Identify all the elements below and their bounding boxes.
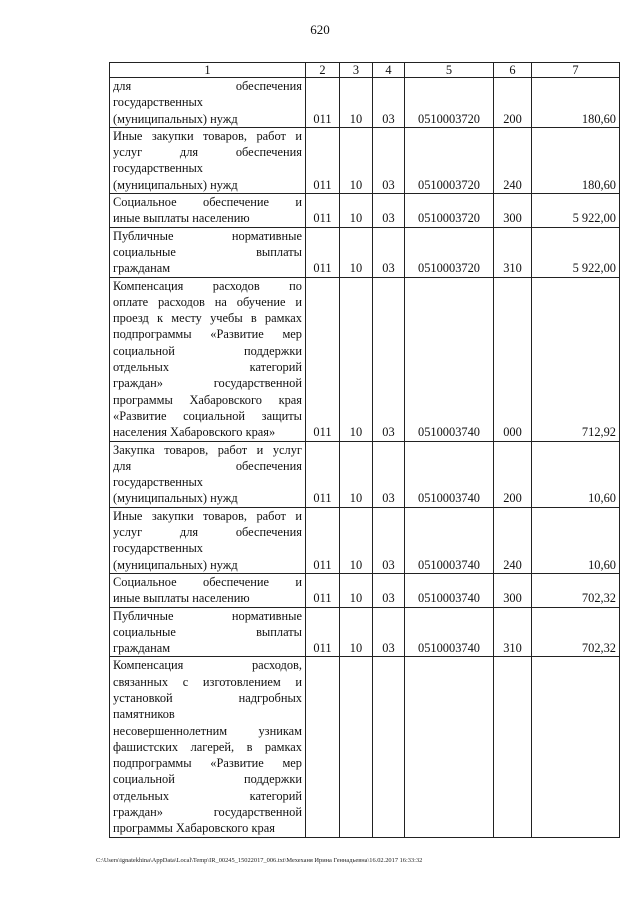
expense-type-cell: 300 bbox=[494, 194, 532, 228]
target-article-cell: 0510003740 bbox=[405, 441, 494, 507]
expense-type-cell: 240 bbox=[494, 507, 532, 573]
description-line: программы Хабаровского края bbox=[113, 821, 275, 836]
amount-cell: 702,32 bbox=[532, 607, 620, 657]
description-line: гражданам bbox=[113, 641, 171, 656]
table-row bbox=[110, 78, 620, 128]
table-row bbox=[110, 227, 620, 277]
amount-cell: 712,92 bbox=[532, 277, 620, 441]
expense-type-cell: 200 bbox=[494, 78, 532, 128]
table-row bbox=[110, 277, 620, 441]
target-article-cell: 0510003720 bbox=[405, 194, 494, 228]
amount-cell: 10,60 bbox=[532, 507, 620, 573]
code-admin-cell: 011 bbox=[306, 507, 340, 573]
expense-type-cell: 240 bbox=[494, 127, 532, 193]
expense-type-cell: 000 bbox=[494, 277, 532, 441]
code-section-cell: 10 bbox=[340, 441, 373, 507]
description-line: отдельных категорий bbox=[113, 360, 302, 375]
code-admin-cell: 011 bbox=[306, 227, 340, 277]
description-line: Социальное обеспечение и bbox=[113, 574, 302, 589]
description-line: государственных bbox=[113, 475, 204, 490]
file-path-footer: C:\Users\ignatekhina\AppData\Local\Temp\IR_00245_15022017_006.txt\Мехеханя Ирина Геннадьевна\16.02.2017 16:33:32 bbox=[96, 857, 423, 864]
target-article-cell: 0510003720 bbox=[405, 127, 494, 193]
code-subsection-cell bbox=[373, 657, 405, 837]
description-line: услуг для обеспечения bbox=[113, 145, 302, 160]
expense-type-cell: 200 bbox=[494, 441, 532, 507]
expense-type-cell: 310 bbox=[494, 227, 532, 277]
code-admin-cell: 011 bbox=[306, 78, 340, 128]
code-admin-cell: 011 bbox=[306, 194, 340, 228]
table-row bbox=[110, 127, 620, 193]
description-line: социальной поддержки bbox=[113, 772, 302, 787]
amount-cell: 10,60 bbox=[532, 441, 620, 507]
description-line: связанных с изготовлением и bbox=[113, 674, 302, 689]
code-subsection-cell: 03 bbox=[373, 194, 405, 228]
row-description bbox=[110, 194, 306, 228]
code-admin-cell: 011 bbox=[306, 127, 340, 193]
amount-cell: 702,32 bbox=[532, 573, 620, 607]
target-article-cell: 0510003720 bbox=[405, 78, 494, 128]
description-line: иные выплаты населению bbox=[113, 211, 250, 226]
description-line: социальные выплаты bbox=[113, 244, 302, 259]
description-line: подпрограммы «Развитие мер bbox=[113, 327, 302, 342]
description-line: (муниципальных) нужд bbox=[113, 177, 238, 192]
amount-cell: 5 922,00 bbox=[532, 227, 620, 277]
description-line: граждан» государственной bbox=[113, 805, 302, 820]
description-line: Социальное обеспечение и bbox=[113, 195, 302, 210]
description-line: граждан» государственной bbox=[113, 376, 302, 391]
description-line: отдельных категорий bbox=[113, 788, 302, 803]
code-subsection-cell: 03 bbox=[373, 507, 405, 573]
row-description bbox=[110, 277, 306, 441]
table-row bbox=[110, 607, 620, 657]
code-subsection-cell: 03 bbox=[373, 78, 405, 128]
description-line: Публичные нормативные bbox=[113, 608, 302, 623]
page-number: 620 bbox=[310, 22, 330, 37]
expense-type-cell bbox=[494, 657, 532, 837]
expense-type-cell: 300 bbox=[494, 573, 532, 607]
header-cell: 7 bbox=[532, 63, 620, 78]
description-line: Компенсация расходов, bbox=[113, 658, 302, 673]
row-description bbox=[110, 607, 306, 657]
description-line: социальные выплаты bbox=[113, 624, 302, 639]
amount-cell: 180,60 bbox=[532, 127, 620, 193]
target-article-cell: 0510003740 bbox=[405, 607, 494, 657]
description-line: оплате расходов на обучение и bbox=[113, 294, 302, 309]
code-subsection-cell: 03 bbox=[373, 127, 405, 193]
table-header-row bbox=[110, 63, 620, 78]
target-article-cell: 0510003740 bbox=[405, 277, 494, 441]
description-line: для обеспечения bbox=[113, 79, 302, 93]
description-line: Иные закупки товаров, работ и bbox=[113, 128, 302, 143]
budget-table bbox=[109, 62, 620, 838]
description-line: государственных bbox=[113, 541, 204, 556]
description-line: памятников bbox=[113, 707, 175, 722]
amount-cell: 5 922,00 bbox=[532, 194, 620, 228]
description-line: государственных bbox=[113, 161, 204, 176]
description-line: услуг для обеспечения bbox=[113, 525, 302, 540]
description-line: подпрограммы «Развитие мер bbox=[113, 756, 302, 771]
description-line: (муниципальных) нужд bbox=[113, 557, 238, 572]
row-description bbox=[110, 507, 306, 573]
amount-cell: 180,60 bbox=[532, 78, 620, 128]
code-section-cell: 10 bbox=[340, 127, 373, 193]
description-line: Публичные нормативные bbox=[113, 228, 302, 243]
table-row bbox=[110, 194, 620, 228]
description-line: «Развитие социальной защиты bbox=[113, 408, 302, 423]
code-admin-cell bbox=[306, 657, 340, 837]
row-description bbox=[110, 127, 306, 193]
description-line: Иные закупки товаров, работ и bbox=[113, 508, 302, 523]
header-cell: 3 bbox=[340, 63, 373, 78]
row-description bbox=[110, 227, 306, 277]
code-subsection-cell: 03 bbox=[373, 607, 405, 657]
description-line: Закупка товаров, работ и услуг bbox=[113, 442, 302, 457]
description-line: (муниципальных) нужд bbox=[113, 491, 238, 506]
code-section-cell: 10 bbox=[340, 507, 373, 573]
description-line: программы Хабаровского края bbox=[113, 392, 302, 407]
description-line: государственных bbox=[113, 95, 204, 110]
code-section-cell: 10 bbox=[340, 277, 373, 441]
amount-cell bbox=[532, 657, 620, 837]
row-description bbox=[110, 657, 306, 837]
code-admin-cell: 011 bbox=[306, 573, 340, 607]
description-line: установкой надгробных bbox=[113, 690, 302, 705]
description-line: несовершеннолетним узникам bbox=[113, 723, 302, 738]
code-admin-cell: 011 bbox=[306, 277, 340, 441]
target-article-cell: 0510003740 bbox=[405, 507, 494, 573]
table-row bbox=[110, 441, 620, 507]
code-subsection-cell: 03 bbox=[373, 573, 405, 607]
code-subsection-cell: 03 bbox=[373, 227, 405, 277]
target-article-cell: 0510003720 bbox=[405, 227, 494, 277]
description-line: Компенсация расходов по bbox=[113, 278, 302, 293]
target-article-cell bbox=[405, 657, 494, 837]
table-row bbox=[110, 507, 620, 573]
code-section-cell: 10 bbox=[340, 607, 373, 657]
code-section-cell: 10 bbox=[340, 194, 373, 228]
row-description bbox=[110, 441, 306, 507]
code-section-cell: 10 bbox=[340, 573, 373, 607]
description-line: фашистских лагерей, в рамках bbox=[113, 739, 302, 754]
description-line: для обеспечения bbox=[113, 458, 302, 473]
description-line: населения Хабаровского края» bbox=[113, 425, 276, 440]
code-section-cell: 10 bbox=[340, 78, 373, 128]
description-line: гражданам bbox=[113, 261, 171, 276]
header-cell: 2 bbox=[306, 63, 340, 78]
code-admin-cell: 011 bbox=[306, 607, 340, 657]
table-row bbox=[110, 573, 620, 607]
code-section-cell: 10 bbox=[340, 227, 373, 277]
code-subsection-cell: 03 bbox=[373, 277, 405, 441]
row-description bbox=[110, 78, 306, 128]
row-description bbox=[110, 573, 306, 607]
code-subsection-cell: 03 bbox=[373, 441, 405, 507]
description-line: (муниципальных) нужд bbox=[113, 111, 238, 126]
header-cell: 1 bbox=[110, 63, 306, 78]
description-line: проезд к месту учебы в рамках bbox=[113, 311, 302, 326]
header-cell: 5 bbox=[405, 63, 494, 78]
description-line: иные выплаты населению bbox=[113, 591, 250, 606]
code-section-cell bbox=[340, 657, 373, 837]
code-admin-cell: 011 bbox=[306, 441, 340, 507]
header-cell: 4 bbox=[373, 63, 405, 78]
table-row bbox=[110, 657, 620, 837]
header-cell: 6 bbox=[494, 63, 532, 78]
description-line: социальной поддержки bbox=[113, 343, 302, 358]
target-article-cell: 0510003740 bbox=[405, 573, 494, 607]
expense-type-cell: 310 bbox=[494, 607, 532, 657]
